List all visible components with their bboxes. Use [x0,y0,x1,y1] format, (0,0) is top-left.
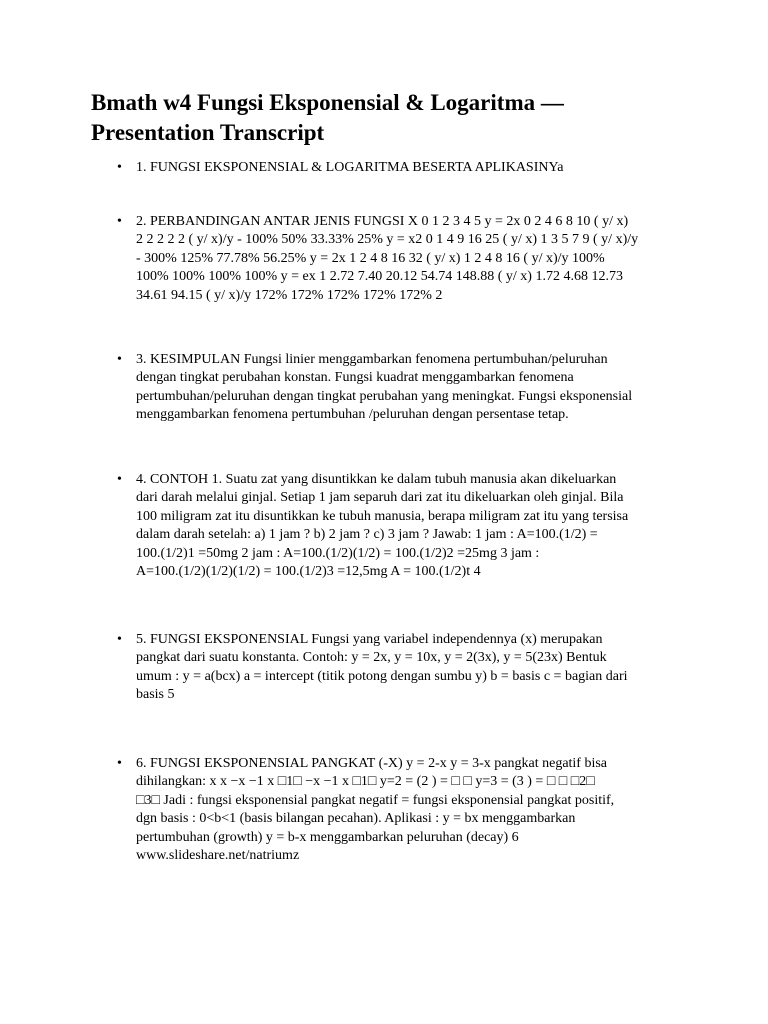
page-title-line-2: Presentation Transcript [91,120,325,145]
bullet-icon: • [117,214,122,229]
bullet-icon: • [117,756,122,771]
page-title-line-1: Bmath w4 Fungsi Eksponensial & Logaritma — [91,90,564,115]
transcript-item-text: 1. FUNGSI EKSPONENSIAL & LOGARITMA BESERTA APLIKASINYa [136,160,564,175]
bullet-icon: • [117,352,122,367]
bullet-icon: • [117,160,122,175]
transcript-item-text: 2. PERBANDINGAN ANTAR JENIS FUNGSI X 0 1 2 3 4 5 y = 2x 0 2 4 6 8 10 ( y/ x) 2 2 2 2 2 ( y/ x)/y - 100% 50% 33.33% 25% y = x2 0 1 4 9 16 25 ( y/ x) 1 3 5 7 9 ( y/ x)/y - 300% 125% 77.78% 56.25% y = 2x 1 2 4 8 16 32 ( y/ x) 1 2 4 8 16 ( y/ x)/y 100% 100% 100% 100% 100% y = ex 1 2.72 7.40 20.12 54.74 148.88 ( y/ x) 1.72 4.68 12.73 34.61 94.15 ( y/ x)/y 172% 172% 172% 172% 172% 2 [136,214,639,303]
transcript-item-text: 4. CONTOH 1. Suatu zat yang disuntikkan ke dalam tubuh manusia akan dikeluarkan dari darah melalui ginjal. Setiap 1 jam separuh dari zat itu dikeluarkan oleh ginjal. Bila 100 miligram zat itu disuntikkan ke tubuh manusia, berapa miligram zat itu yang tersisa dalam darah setelah: a) 1 jam ? b) 2 jam ? c) 3 jam ? Jawab: 1 jam : A=100.(1/2) = 100.(1/2)1 =50mg 2 jam : A=100.(1/2)(1/2) = 100.(1/2)2 =25mg 3 jam : A=100.(1/2)(1/2)(1/2) = 100.(1/2)3 =12,5mg A = 100.(1/2)t 4 [136,472,629,580]
bullet-icon: • [117,472,122,487]
transcript-item-text: 5. FUNGSI EKSPONENSIAL Fungsi yang variabel independennya (x) merupakan pangkat dari suatu konstanta. Contoh: y = 2x, y = 10x, y = 2(3x), y = 5(23x) Bentuk umum : y = a(bcx) a = intercept (titik potong dengan sumbu y) b = basis c = bagian dari basis 5 [136,632,628,703]
page-title [91,88,711,148]
bullet-icon: • [117,632,122,647]
transcript-item-text: 6. FUNGSI EKSPONENSIAL PANGKAT (-X) y = 2-x y = 3-x pangkat negatif bisa dihilangkan: x x −x −1 x □1□ −x −1 x □1□ y=2 = (2 ) = □ □ y=3 = (3 ) = □ □ □2□ □3□ Jadi : fungsi eksponensial pangkat negatif = fungsi eksponensial pangkat positif, dgn basis : 0<b<1 (basis bilangan pecahan). Aplikasi : y = bx menggambarkan pertumbuhan (growth) y = b-x menggambarkan peluruhan (decay) 6 www.slideshare.net/natriumz [136,756,615,864]
transcript-item-text: 3. KESIMPULAN Fungsi linier menggambarkan fenomena pertumbuhan/peluruhan dengan tingkat perubahan konstan. Fungsi kuadrat menggambarkan fenomena pertumbuhan/peluruhan dengan tingkat perubahan yang meningkat. Fungsi eksponensial menggambarkan fenomena pertumbuhan /peluruhan dengan persentase tetap. [136,352,633,423]
